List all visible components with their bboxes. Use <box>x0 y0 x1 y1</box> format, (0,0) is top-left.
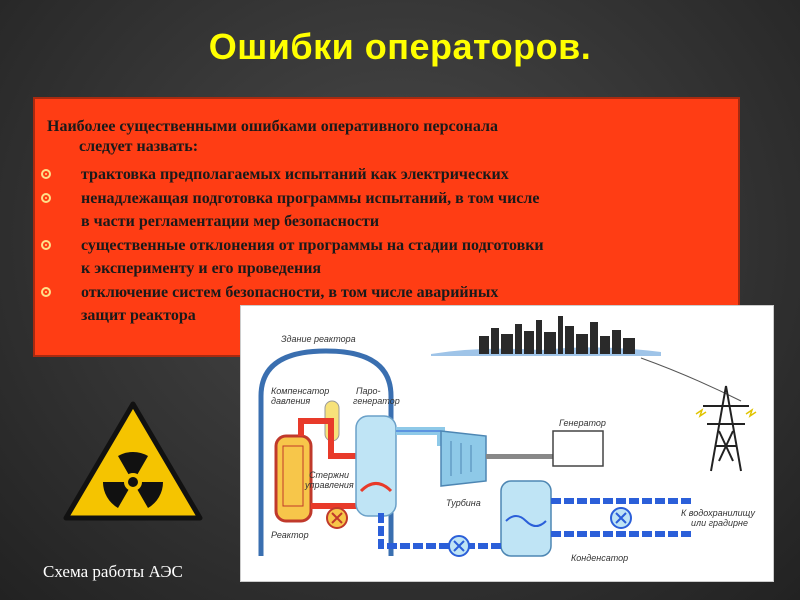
reservoir-label-2: или градирне <box>691 518 748 528</box>
item-line: ненадлежащая подготовка программы испытаний, в том числе <box>81 189 540 207</box>
slide-title: Ошибки операторов. <box>208 26 592 67</box>
rods-label-1: Стержни <box>309 470 350 480</box>
diagram-caption: Схема работы АЭС <box>43 562 183 581</box>
circle-bullet-icon <box>41 287 51 297</box>
compensator-label-2: давления <box>271 396 311 406</box>
steam-gen-label-2: генератор <box>353 396 400 406</box>
item-line: защит реактора <box>81 307 196 324</box>
intro-line: следует назвать: <box>79 138 199 155</box>
generator-label: Генератор <box>559 418 606 428</box>
item-line: отключение систем безопасности, в том числе аварийных <box>81 283 499 301</box>
condenser-label: Конденсатор <box>571 553 629 563</box>
building-label: Здание реактора <box>281 334 356 344</box>
power-pylon-icon <box>703 386 749 471</box>
city-skyline-icon <box>431 316 661 356</box>
radiation-hazard-icon <box>62 400 204 527</box>
reservoir-label-1: К водохранилищу <box>681 508 755 518</box>
compensator-label-1: Компенсатор <box>271 386 330 396</box>
intro-text <box>47 117 727 157</box>
reactor-label: Реактор <box>271 530 309 540</box>
npp-diagram-svg <box>241 306 773 581</box>
item-line: к эксперименту и его проведения <box>81 260 322 277</box>
item-line: в части регламентации мер безопасности <box>81 213 380 230</box>
list-item <box>41 234 731 281</box>
item-line: трактовка предполагаемых испытаний как электрических <box>81 166 509 183</box>
list-item <box>41 163 731 187</box>
npp-diagram <box>240 305 774 582</box>
circle-bullet-icon <box>41 169 51 179</box>
steam-gen-label-1: Паро- <box>356 386 381 396</box>
intro-line: Наиболее существенными ошибками оперативного персонала <box>47 118 498 135</box>
item-line: существенные отклонения от программы на стадии подготовки <box>81 236 544 254</box>
turbine-label: Турбина <box>446 498 481 508</box>
circle-bullet-icon <box>41 193 51 203</box>
rods-label-2: управления <box>305 480 354 490</box>
circle-bullet-icon <box>41 240 51 250</box>
error-list <box>41 163 731 328</box>
list-item <box>41 187 731 234</box>
